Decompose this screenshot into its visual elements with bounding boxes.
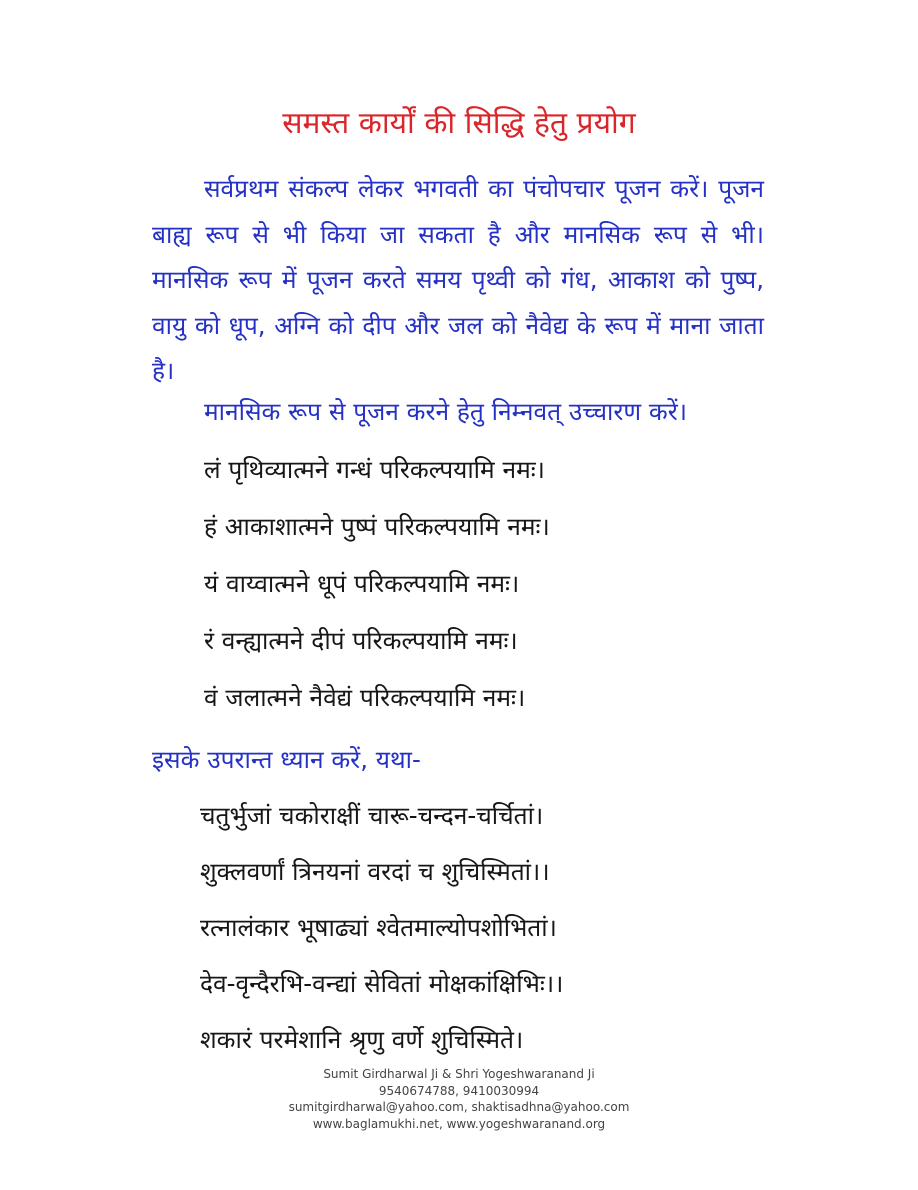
mental-worship-heading: मानसिक रूप से पूजन करने हेतु निम्नवत् उच्चारण करें। xyxy=(204,397,688,426)
footer-emails: sumitgirdharwal@yahoo.com, shaktisadhna@yahoo.com xyxy=(288,1100,630,1114)
mantra-line: यं वाय्वात्मने धूपं परिकल्पयामि नमः। xyxy=(204,569,520,598)
footer-websites: www.baglamukhi.net, www.yogeshwaranand.org xyxy=(312,1116,606,1131)
verse-line: चतुर्भुजां चकोराक्षीं चारू-चन्दन-चर्चितां। xyxy=(200,801,544,830)
verse-line: देव-वृन्दैरभि-वन्द्यां सेवितां मोक्षकांक्षिभिः।। xyxy=(200,969,564,998)
footer-authors: Sumit Girdharwal Ji & Shri Yogeshwaranand Ji xyxy=(323,1067,595,1081)
mantra-line: रं वन्ह्यात्मने दीपं परिकल्पयामि नमः। xyxy=(204,626,518,655)
intro-paragraph: सर्वप्रथम संकल्प लेकर भगवती का पंचोपचार पूजन करें। पूजन बाह्य रूप से भी किया जा सकता है और मानसिक रूप से भी। मानसिक रूप में पूजन करते समय पृथ्वी को गंध, आकाश को पुष्प, वायु को धूप, अग्नि को दीप और जल को नैवेद्य के रूप में माना जाता है। xyxy=(152,174,764,385)
verse-line: रत्नालंकार भूषाढ्यां श्वेतमाल्योपशोभितां। xyxy=(200,913,557,942)
mantra-line: लं पृथिव्यात्मने गन्धं परिकल्पयामि नमः। xyxy=(204,455,545,484)
dhyan-verse-list xyxy=(200,796,563,1076)
footer-contact xyxy=(0,1066,918,1132)
mantra-line: हं आकाशात्मने पुष्पं परिकल्पयामि नमः। xyxy=(204,512,550,541)
verse-line: शकारं परमेशानि श्रृणु वर्णे शुचिस्मिते। xyxy=(200,1025,524,1054)
dhyan-heading: इसके उपरान्त ध्यान करें, यथा- xyxy=(152,745,421,774)
footer-phones: 9540674788, 9410030994 xyxy=(378,1083,540,1098)
page-title: समस्त कार्यों की सिद्धि हेतु प्रयोग xyxy=(282,106,636,141)
mantra-line: वं जलात्मने नैवेद्यं परिकल्पयामि नमः। xyxy=(204,683,526,712)
mantra-list xyxy=(204,450,550,735)
verse-line: शुक्लवर्णां त्रिनयनां वरदां च शुचिस्मितां।। xyxy=(200,857,550,886)
